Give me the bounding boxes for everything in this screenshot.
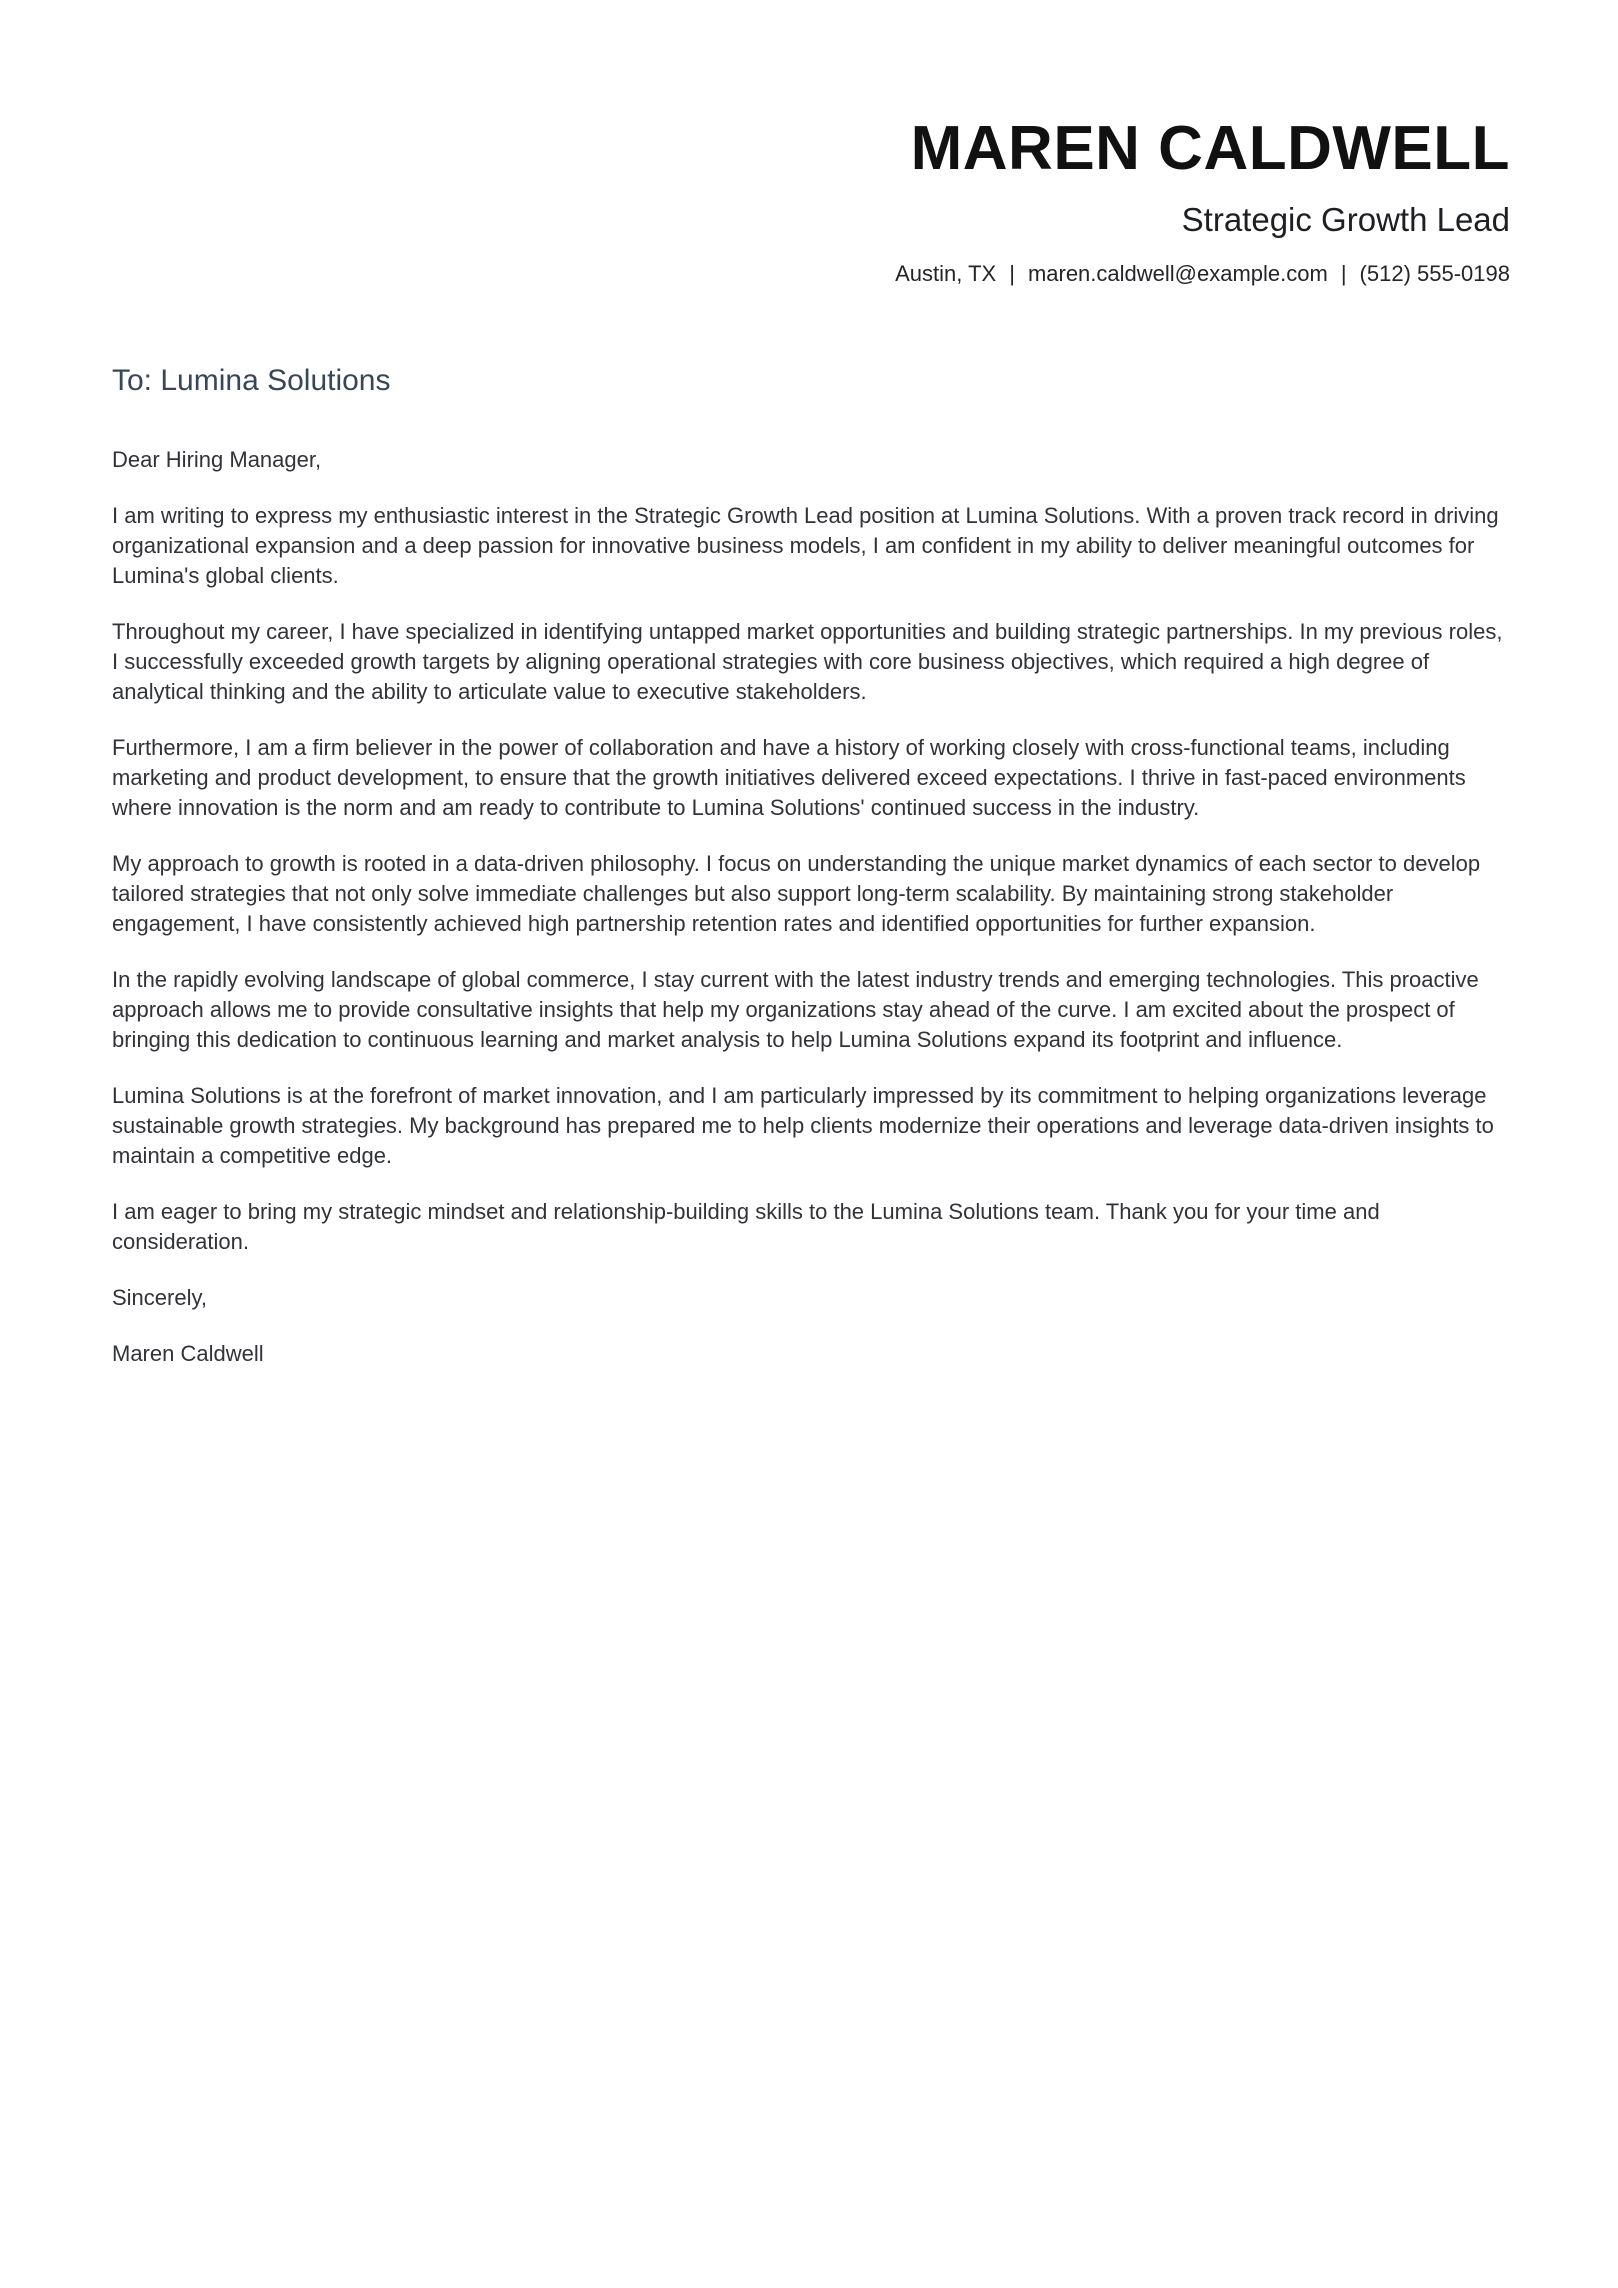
letter-header xyxy=(112,114,1510,287)
salutation: Dear Hiring Manager, xyxy=(112,447,322,472)
letter-paragraph: Lumina Solutions is at the forefront of market innovation, and I am particularly impressed by its commitment to helping organizations leverage sustainable growth strategies. My background has prepared me to help clients modernize their operations and leverage data-driven insights to maintain a competitive edge. xyxy=(112,1083,1494,1168)
letter-paragraph: In the rapidly evolving landscape of global commerce, I stay current with the latest industry trends and emerging technologies. This proactive approach allows me to provide consultative insights that help my organizations stay ahead of the curve. I am excited about the prospect of bringing this dedication to continuous learning and market analysis to help Lumina Solutions expand its footprint and influence. xyxy=(112,967,1479,1052)
letter-paragraph: Throughout my career, I have specialized in identifying untapped market opportunities and building strategic partnerships. In my previous roles, I successfully exceeded growth targets by aligning operational strategies with core business objectives, which required a high degree of analytical thinking and the ability to articulate value to executive stakeholders. xyxy=(112,619,1503,704)
contact-email: maren.caldwell@example.com xyxy=(1027,261,1328,286)
letter-paragraph: My approach to growth is rooted in a data-driven philosophy. I focus on understanding the unique market dynamics of each sector to develop tailored strategies that not only solve immediate challenges but also support long-term scalability. By maintaining strong stakeholder engagement, I have consistently achieved high partnership retention rates and identified opportunities for further expansion. xyxy=(112,851,1481,936)
recipient-line: To: Lumina Solutions xyxy=(112,364,391,397)
letter-paragraph: Furthermore, I am a firm believer in the power of collaboration and have a history of working closely with cross-functional teams, including marketing and product development, to ensure that the growth initiatives delivered exceed expectations. I thrive in fast-paced environments where innovation is the norm and am ready to contribute to Lumina Solutions' continued success in the industry. xyxy=(112,735,1466,820)
signature-name: Maren Caldwell xyxy=(112,1341,264,1366)
closing: Sincerely, xyxy=(112,1285,207,1310)
contact-separator: | xyxy=(1009,261,1015,286)
contact-separator: | xyxy=(1340,261,1347,286)
author-job-title: Strategic Growth Lead xyxy=(1181,201,1510,238)
letter-paragraph: I am writing to express my enthusiastic interest in the Strategic Growth Lead position at Lumina Solutions. With a proven track record in driving organizational expansion and a deep passion for innovative business models, I am confident in my ability to deliver meaningful outcomes for Lumina's global clients. xyxy=(112,503,1499,588)
contact-location: Austin, TX xyxy=(895,261,997,286)
contact-info xyxy=(112,260,1510,287)
letter-paragraph: I am eager to bring my strategic mindset and relationship-building skills to the Lumina Solutions team. Thank you for your time and consideration. xyxy=(112,1199,1380,1254)
letter-body xyxy=(112,501,1510,1257)
contact-phone: (512) 555-0198 xyxy=(1359,261,1510,286)
author-name: MAREN CALDWELL xyxy=(910,114,1510,183)
